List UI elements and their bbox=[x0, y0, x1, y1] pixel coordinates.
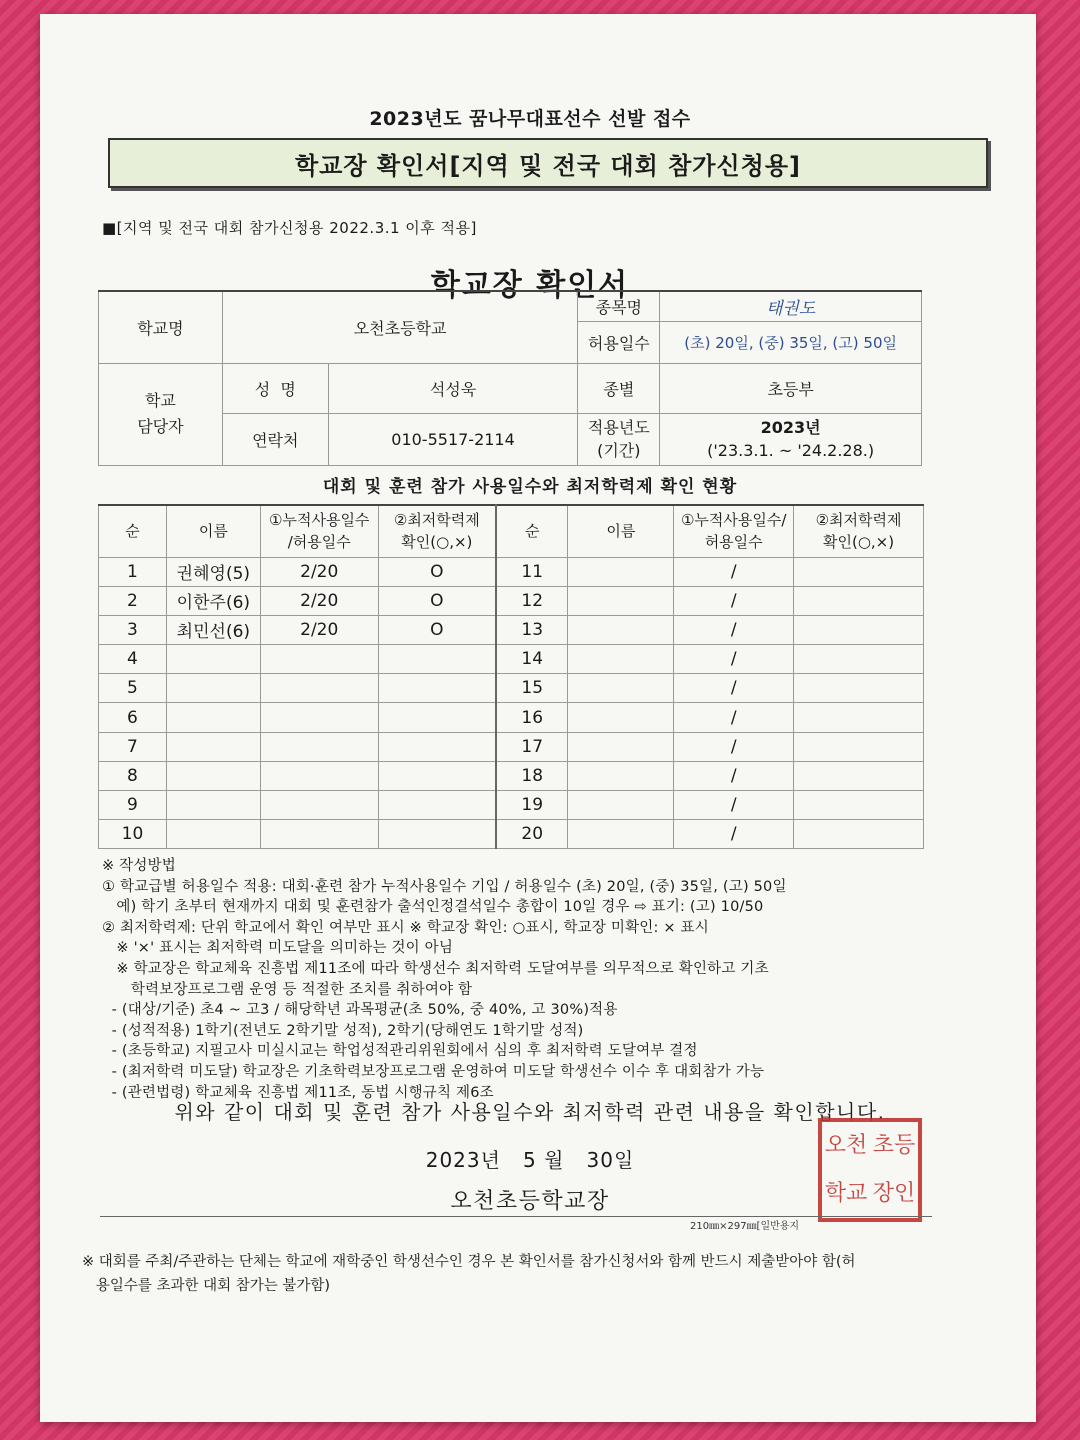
phone-value: 010-5517-2114 bbox=[328, 413, 578, 465]
confirmation-statement: 위와 같이 대회 및 훈련 참가 사용일수와 최저학력 관련 내용을 확인합니다. bbox=[174, 1100, 886, 1124]
school-name-value: 오천초등학교 bbox=[222, 291, 578, 363]
sport-value: 태권도 bbox=[660, 291, 922, 321]
seal-char: 학교 bbox=[824, 1181, 868, 1206]
year-value-year: 2023년 bbox=[760, 418, 821, 437]
instruction-line: - (대상/기준) 초4 ~ 고3 / 해당학년 과목평균(초 50%, 중 40%, 고 30%)적용 bbox=[102, 1002, 618, 1019]
edu-check bbox=[378, 791, 496, 820]
student-name bbox=[166, 645, 260, 674]
edu-check bbox=[794, 761, 924, 790]
document-header-title: 2023년도 꿈나무대표선수 선발 접수 bbox=[369, 108, 691, 130]
student-name bbox=[568, 674, 674, 703]
instruction-line: - (초등학교) 지필고사 미실시교는 학업성적관리위원회에서 심의 후 최저학력 도달여부 결정 bbox=[102, 1043, 698, 1060]
row-num: 3 bbox=[99, 615, 167, 644]
edu-check bbox=[378, 820, 496, 849]
table-row bbox=[99, 674, 924, 703]
seal-char: 초등 bbox=[872, 1133, 916, 1158]
edu-check bbox=[794, 586, 924, 615]
row-num: 2 bbox=[99, 586, 167, 615]
footnote-line2: 용일수를 초과한 대회 참가는 불가함) bbox=[82, 1278, 331, 1294]
student-name bbox=[166, 820, 260, 849]
col-header-edu-right-l1: ②최저학력제 bbox=[815, 511, 902, 530]
section-title: 대회 및 훈련 참가 사용일수와 최저학력제 확인 현황 bbox=[322, 477, 738, 497]
row-num: 14 bbox=[496, 645, 568, 674]
instruction-line: - (최저학력 미도달) 학교장은 기초학력보장프로그램 운영하여 미도달 학생선수 이수 후 대회참가 가능 bbox=[102, 1063, 765, 1080]
table-row bbox=[99, 703, 924, 732]
participation-table bbox=[98, 504, 924, 849]
table-row bbox=[99, 615, 924, 644]
student-name bbox=[568, 820, 674, 849]
days-used: 2/20 bbox=[260, 557, 378, 586]
col-header-days-left-l2: /허용일수 bbox=[287, 533, 351, 552]
official-seal-stamp bbox=[818, 1118, 922, 1222]
instruction-line: ① 학교급별 허용일수 적용: 대회·훈련 참가 누적사용일수 기입 / 허용일수 (초) 20일, (중) 35일, (고) 50일 bbox=[102, 878, 787, 895]
student-name bbox=[568, 791, 674, 820]
col-header-edu-right bbox=[794, 505, 924, 557]
days-used: 2/20 bbox=[260, 586, 378, 615]
allowed-days-label: 허용일수 bbox=[578, 321, 660, 363]
edu-check bbox=[794, 732, 924, 761]
footnote bbox=[82, 1250, 982, 1298]
instruction-line: ※ '×' 표시는 최저학력 미도달을 의미하는 것이 아님 bbox=[102, 940, 454, 957]
phone-label: 연락처 bbox=[222, 413, 328, 465]
applicability-note: ■[지역 및 전국 대회 참가신청용 2022.3.1 이후 적용] bbox=[102, 219, 477, 237]
date-year: 2023년 bbox=[425, 1148, 501, 1172]
edu-check bbox=[378, 703, 496, 732]
days-used: / bbox=[674, 674, 794, 703]
category-label: 종별 bbox=[578, 363, 660, 413]
col-header-days-left-l1: ①누적사용일수 bbox=[269, 511, 370, 530]
row-num: 15 bbox=[496, 674, 568, 703]
edu-check bbox=[794, 615, 924, 644]
days-used bbox=[260, 820, 378, 849]
table-row bbox=[99, 732, 924, 761]
instruction-line: - (성적적용) 1학기(전년도 2학기말 성적), 2학기(당해연도 1학기말 성적) bbox=[102, 1022, 584, 1039]
days-used bbox=[260, 732, 378, 761]
student-name bbox=[568, 703, 674, 732]
instructions-block bbox=[102, 856, 934, 1103]
edu-check bbox=[794, 674, 924, 703]
days-used bbox=[260, 791, 378, 820]
seal-char: 장인 bbox=[872, 1181, 916, 1206]
row-num: 9 bbox=[99, 791, 167, 820]
row-num: 5 bbox=[99, 674, 167, 703]
student-name bbox=[568, 615, 674, 644]
col-header-name-right: 이름 bbox=[568, 505, 674, 557]
days-used bbox=[260, 761, 378, 790]
student-name bbox=[166, 732, 260, 761]
edu-check: O bbox=[378, 586, 496, 615]
student-name: 최민선(6) bbox=[166, 615, 260, 644]
student-name bbox=[166, 674, 260, 703]
date-month: 5 월 bbox=[523, 1148, 565, 1172]
year-value-period: ('23.3.1. ~ '24.2.28.) bbox=[707, 441, 875, 460]
contact-label bbox=[99, 363, 223, 465]
student-name: 이한주(6) bbox=[166, 586, 260, 615]
table-row bbox=[99, 761, 924, 790]
days-used: / bbox=[674, 645, 794, 674]
row-num: 19 bbox=[496, 791, 568, 820]
edu-check bbox=[794, 791, 924, 820]
student-name bbox=[568, 645, 674, 674]
table-row bbox=[99, 791, 924, 820]
col-header-days-left bbox=[260, 505, 378, 557]
sport-label: 종목명 bbox=[578, 291, 660, 321]
edu-check bbox=[378, 732, 496, 761]
date-day: 30일 bbox=[586, 1148, 635, 1172]
col-header-days-right-l1: ①누적사용일수/ bbox=[680, 511, 787, 530]
row-num: 7 bbox=[99, 732, 167, 761]
row-num: 4 bbox=[99, 645, 167, 674]
category-value: 초등부 bbox=[660, 363, 922, 413]
edu-check: O bbox=[378, 615, 496, 644]
instruction-line: ※ 작성방법 bbox=[102, 858, 176, 874]
edu-check bbox=[794, 645, 924, 674]
edu-check bbox=[794, 557, 924, 586]
form-banner-title: 학교장 확인서[지역 및 전국 대회 참가신청용] bbox=[108, 138, 988, 188]
days-used: / bbox=[674, 761, 794, 790]
edu-check bbox=[794, 820, 924, 849]
contact-label-line2: 담당자 bbox=[137, 417, 184, 436]
main-title: 학교장 확인서 bbox=[430, 268, 630, 303]
instruction-line: ※ 학교장은 학교체육 진흥법 제11조에 따라 학생선수 최저학력 도달여부를 의무적으로 확인하고 기초 bbox=[102, 960, 769, 977]
allowed-days-value: (초) 20일, (중) 35일, (고) 50일 bbox=[660, 321, 922, 363]
col-header-edu-right-l2: 확인(○,×) bbox=[822, 533, 895, 552]
col-header-edu-left-l1: ②최저학력제 bbox=[393, 511, 480, 530]
row-num: 8 bbox=[99, 761, 167, 790]
row-num: 11 bbox=[496, 557, 568, 586]
days-used bbox=[260, 703, 378, 732]
edu-check bbox=[794, 703, 924, 732]
col-header-num-left: 순 bbox=[99, 505, 167, 557]
edu-check bbox=[378, 761, 496, 790]
paper-size-note: 210㎜×297㎜[일반용지 bbox=[690, 1221, 800, 1232]
row-num: 16 bbox=[496, 703, 568, 732]
student-name bbox=[166, 703, 260, 732]
contact-label-line1: 학교 bbox=[144, 391, 176, 410]
instruction-line: 예) 학기 초부터 현재까지 대회 및 훈련참가 출석인정결석일수 총합이 10일 경우 ⇨ 표기: (고) 10/50 bbox=[102, 899, 764, 916]
info-table bbox=[98, 290, 922, 466]
year-label bbox=[578, 413, 660, 465]
col-header-days-right-l2: 허용일수 bbox=[704, 533, 763, 552]
row-num: 10 bbox=[99, 820, 167, 849]
row-num: 6 bbox=[99, 703, 167, 732]
student-name bbox=[166, 791, 260, 820]
col-header-edu-left bbox=[378, 505, 496, 557]
row-num: 18 bbox=[496, 761, 568, 790]
row-num: 12 bbox=[496, 586, 568, 615]
days-used: / bbox=[674, 615, 794, 644]
row-num: 1 bbox=[99, 557, 167, 586]
student-name bbox=[166, 761, 260, 790]
days-used: / bbox=[674, 557, 794, 586]
seal-char: 오천 bbox=[824, 1133, 868, 1158]
days-used bbox=[260, 674, 378, 703]
days-used: / bbox=[674, 732, 794, 761]
col-header-num-right: 순 bbox=[496, 505, 568, 557]
days-used: / bbox=[674, 586, 794, 615]
instruction-line: ② 최저학력제: 단위 학교에서 확인 여부만 표시 ※ 학교장 확인: ○표시, 학교장 미확인: × 표시 bbox=[102, 919, 709, 936]
row-num: 20 bbox=[496, 820, 568, 849]
manager-name-value: 석성욱 bbox=[328, 363, 578, 413]
instruction-line: 학력보장프로그램 운영 등 적절한 조치를 취하여야 함 bbox=[102, 981, 473, 998]
edu-check: O bbox=[378, 557, 496, 586]
student-name: 권혜영(5) bbox=[166, 557, 260, 586]
table-row bbox=[99, 820, 924, 849]
row-num: 17 bbox=[496, 732, 568, 761]
student-name bbox=[568, 732, 674, 761]
year-value bbox=[660, 413, 922, 465]
year-label-line2: (기간) bbox=[597, 441, 641, 460]
edu-check bbox=[378, 674, 496, 703]
instruction-line: - (관련법령) 학교체육 진흥법 제11조, 동법 시행규칙 제6조 bbox=[102, 1084, 494, 1101]
days-used: / bbox=[674, 703, 794, 732]
col-header-name-left: 이름 bbox=[166, 505, 260, 557]
year-label-line1: 적용년도 bbox=[587, 418, 650, 437]
days-used bbox=[260, 645, 378, 674]
school-name-label: 학교명 bbox=[99, 291, 223, 363]
principal-signature-line: 오천초등학교장 bbox=[450, 1189, 610, 1214]
manager-name-label: 성 명 bbox=[222, 363, 328, 413]
table-row bbox=[99, 557, 924, 586]
col-header-edu-left-l2: 확인(○,×) bbox=[401, 533, 473, 552]
student-name bbox=[568, 557, 674, 586]
col-header-days-right bbox=[674, 505, 794, 557]
divider-line bbox=[100, 1216, 932, 1217]
table-row bbox=[99, 645, 924, 674]
table-row bbox=[99, 586, 924, 615]
edu-check bbox=[378, 645, 496, 674]
days-used: 2/20 bbox=[260, 615, 378, 644]
days-used: / bbox=[674, 820, 794, 849]
days-used: / bbox=[674, 791, 794, 820]
row-num: 13 bbox=[496, 615, 568, 644]
student-name bbox=[568, 586, 674, 615]
student-name bbox=[568, 761, 674, 790]
footnote-line1: ※ 대회를 주최/주관하는 단체는 학교에 재학중인 학생선수인 경우 본 확인서를 참가신청서와 함께 반드시 제출받아야 함(허 bbox=[82, 1254, 856, 1270]
